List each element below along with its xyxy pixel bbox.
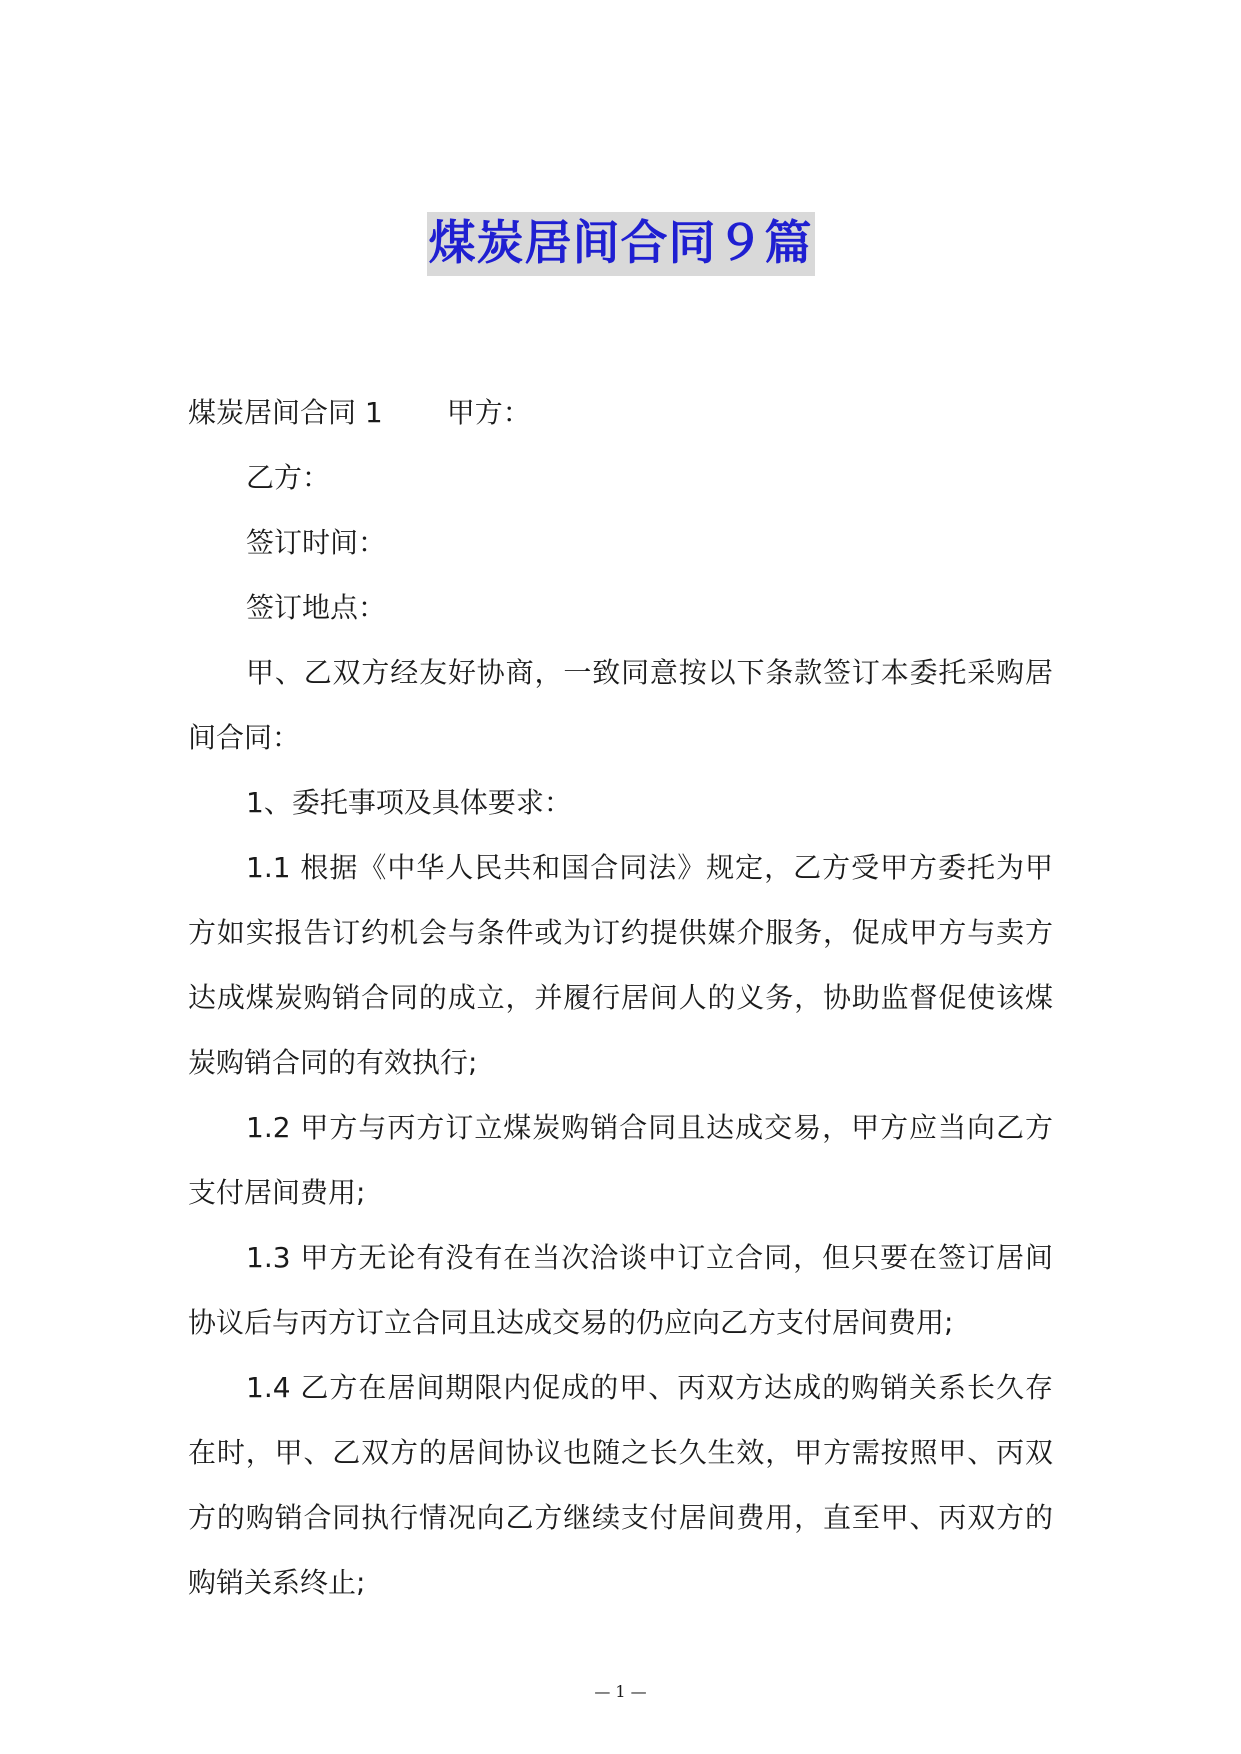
sign-date-line: 签订时间： [246,526,387,559]
paragraph-line: 炭购销合同的有效执行; [188,1046,478,1079]
paragraph-line: 在时，甲、乙双方的居间协议也随之长久生效，甲方需按照甲、丙双 [188,1436,1053,1469]
paragraph-line: 1.4 乙方在居间期限内促成的甲、丙双方达成的购销关系长久存 [246,1371,1053,1404]
contract-heading: 煤炭居间合同 1 [188,396,383,429]
paragraph-line: 1.3 甲方无论有没有在当次洽谈中订立合同，但只要在签订居间 [246,1241,1053,1274]
paragraph-line: 1.1 根据《中华人民共和国合同法》规定，乙方受甲方委托为甲 [246,851,1053,884]
paragraph-line: 甲、乙双方经友好协商，一致同意按以下条款签订本委托采购居 [246,656,1053,689]
heading-line [188,380,1053,445]
section-heading: 1、委托事项及具体要求： [246,786,572,819]
paragraph-line: 支付居间费用; [188,1176,366,1209]
paragraph-line: 购销关系终止; [188,1566,366,1599]
document-title: 煤炭居间合同９篇 [427,212,815,276]
page-number: — 1 — [594,1682,647,1701]
title-wrap [0,212,1241,276]
document-body [188,380,1053,1615]
sign-place-line: 签订地点： [246,591,387,624]
paragraph-line: 方如实报告订约机会与条件或为订约提供媒介服务，促成甲方与卖方 [188,916,1053,949]
paragraph-line: 间合同： [188,721,301,754]
paragraph-line: 达成煤炭购销合同的成立，并履行居间人的义务，协助监督促使该煤 [188,981,1053,1014]
paragraph-line: 协议后与丙方订立合同且达成交易的仍应向乙方支付居间费用; [188,1306,954,1339]
paragraph-line: 1.2 甲方与丙方订立煤炭购销合同且达成交易，甲方应当向乙方 [246,1111,1053,1144]
party-b-line: 乙方： [246,461,331,494]
party-a-label: 甲方： [446,396,531,429]
paragraph-line: 方的购销合同执行情况向乙方继续支付居间费用，直至甲、丙双方的 [188,1501,1053,1534]
